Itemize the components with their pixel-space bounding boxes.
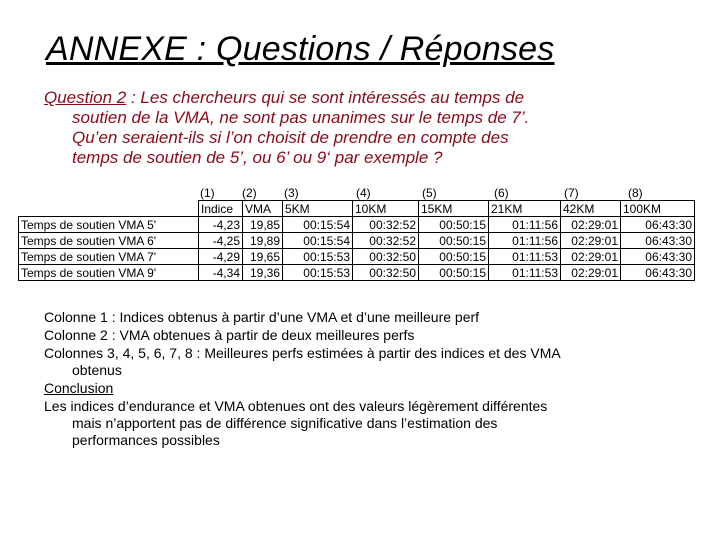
table-header-cell: 10KM: [353, 201, 419, 217]
table-cell: 01:11:53: [489, 265, 561, 281]
table-cell: 19,65: [243, 249, 283, 265]
table-header-cell: VMA: [243, 201, 283, 217]
column-number: (7): [564, 186, 579, 200]
column-number: (2): [242, 186, 257, 200]
conclusion-text: [44, 398, 684, 449]
question-line: [44, 88, 684, 108]
column-number: (5): [422, 186, 437, 200]
table-row: [19, 265, 695, 281]
table-cell: 00:15:54: [283, 217, 353, 233]
table-header-cell: 42KM: [561, 201, 621, 217]
table-cell: 02:29:01: [561, 249, 621, 265]
conclusion-label: Conclusion: [44, 380, 114, 396]
table-cell: 01:11:56: [489, 217, 561, 233]
table-cell: 06:43:30: [621, 265, 695, 281]
table-cell: 00:32:52: [353, 217, 419, 233]
table-cell: -4,34: [199, 265, 243, 281]
table-cell: 02:29:01: [561, 265, 621, 281]
table-cell: 00:50:15: [419, 249, 489, 265]
table-row: [19, 217, 695, 233]
table-cell: 00:50:15: [419, 265, 489, 281]
note-line: Colonne 2 : VMA obtenues à partir de deux meilleures perfs: [44, 327, 415, 343]
table-header-row: [19, 201, 695, 217]
page-title: ANNEXE : Questions / Réponses: [46, 30, 555, 68]
table-header-cell: 21KM: [489, 201, 561, 217]
table-header-cell: 15KM: [419, 201, 489, 217]
note-line: Colonne 1 : Indices obtenus à partir d’une VMA et d’une meilleure perf: [44, 309, 480, 325]
table-cell: 01:11:53: [489, 249, 561, 265]
table-cell: -4,29: [199, 249, 243, 265]
question-line: Qu’en seraient-ils si l’on choisit de prendre en compte des: [72, 128, 509, 147]
row-label: Temps de soutien VMA 7': [19, 249, 199, 265]
note-text: Colonnes 3, 4, 5, 6, 7, 8 : Meilleures perfs estimées à partir des indices et des VMA: [44, 345, 561, 361]
note-text: mais n’apportent pas de différence significative dans l’estimation des: [72, 415, 498, 431]
column-number: (4): [356, 186, 371, 200]
table-cell: 19,36: [243, 265, 283, 281]
table-cell: -4,25: [199, 233, 243, 249]
table-cell: 02:29:01: [561, 233, 621, 249]
column-numbers: [18, 186, 698, 200]
row-label: Temps de soutien VMA 5': [19, 217, 199, 233]
table-header-cell: Indice: [199, 201, 243, 217]
note-line: [44, 345, 684, 379]
row-label: Temps de soutien VMA 9': [19, 265, 199, 281]
table-cell: 06:43:30: [621, 217, 695, 233]
table-header-cell: [19, 201, 199, 217]
table-cell: 00:50:15: [419, 233, 489, 249]
table-cell: 19,89: [243, 233, 283, 249]
question-line: soutien de la VMA, ne sont pas unanimes sur le temps de 7’.: [72, 108, 530, 127]
table-cell: 00:15:53: [283, 265, 353, 281]
table-cell: 02:29:01: [561, 217, 621, 233]
table-cell: 06:43:30: [621, 249, 695, 265]
table-row: [19, 233, 695, 249]
table-cell: 01:11:56: [489, 233, 561, 249]
table-cell: 00:15:54: [283, 233, 353, 249]
table-cell: 00:50:15: [419, 217, 489, 233]
table-cell: 00:32:50: [353, 249, 419, 265]
note-text: obtenus: [72, 362, 122, 378]
column-number: (3): [284, 186, 299, 200]
table-row: [19, 249, 695, 265]
table-cell: 00:32:52: [353, 233, 419, 249]
table-cell: 19,85: [243, 217, 283, 233]
results-table-area: [18, 186, 698, 296]
column-number: (6): [494, 186, 509, 200]
column-number: (8): [628, 186, 643, 200]
note-text: Les indices d’endurance et VMA obtenues ont des valeurs légèrement différentes: [44, 398, 548, 414]
row-label: Temps de soutien VMA 6': [19, 233, 199, 249]
column-number: (1): [200, 186, 215, 200]
question-label: Question 2: [44, 88, 127, 107]
results-table: [18, 200, 695, 281]
table-cell: -4,23: [199, 217, 243, 233]
table-cell: 00:15:53: [283, 249, 353, 265]
table-cell: 06:43:30: [621, 233, 695, 249]
table-header-cell: 5KM: [283, 201, 353, 217]
question-text: : Les chercheurs qui se sont intéressés au temps de: [126, 88, 525, 107]
notes-block: [44, 309, 684, 450]
table-cell: 00:32:50: [353, 265, 419, 281]
question-block: [44, 88, 684, 168]
note-text: performances possibles: [72, 432, 220, 448]
table-header-cell: 100KM: [621, 201, 695, 217]
question-line: temps de soutien de 5’, ou 6’ ou 9‘ par exemple ?: [72, 148, 443, 167]
